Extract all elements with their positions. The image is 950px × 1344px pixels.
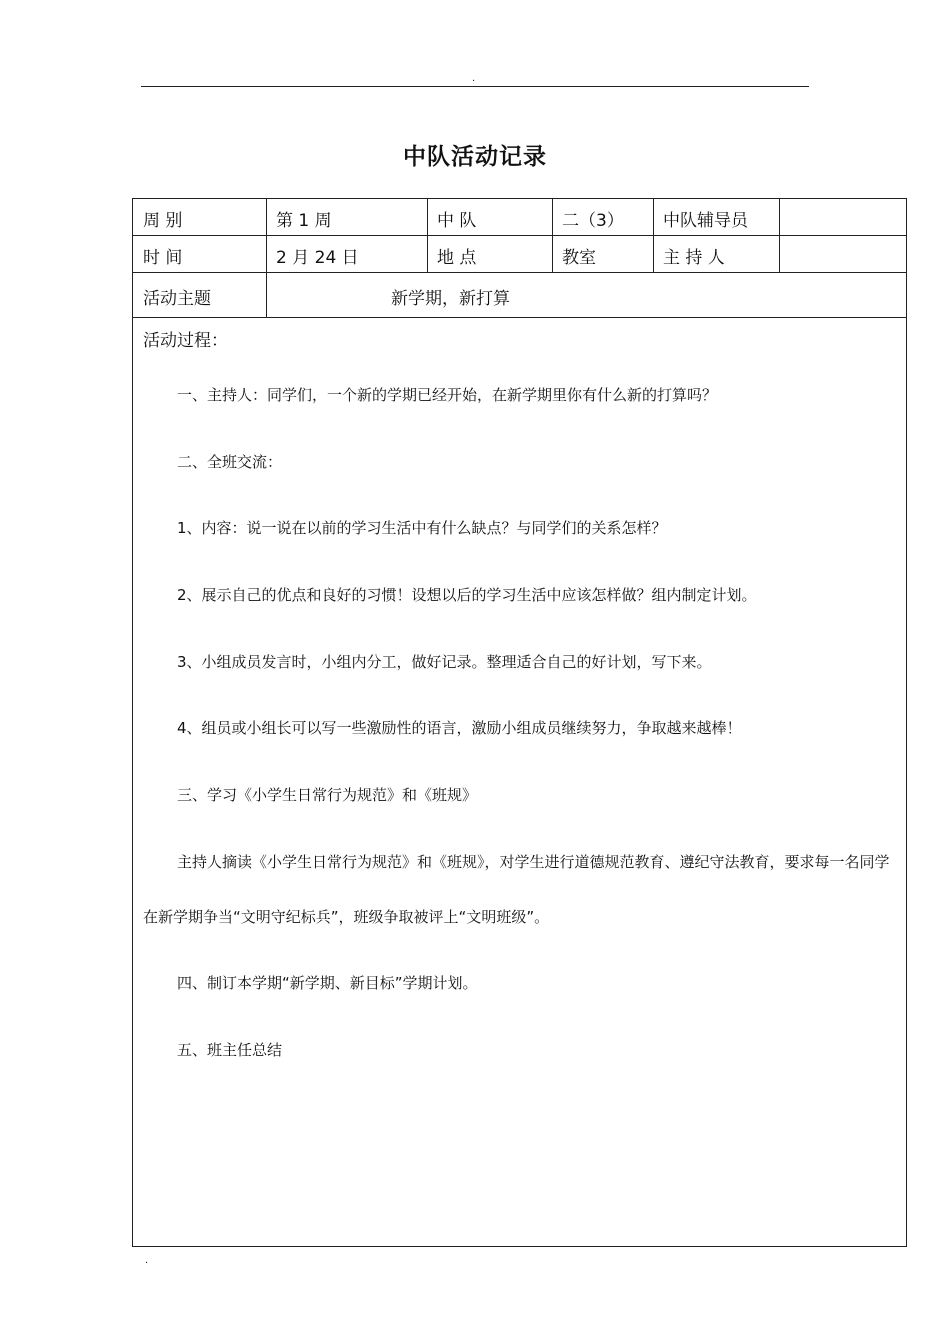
page-title: 中队活动记录 bbox=[403, 144, 547, 170]
week-label: 周 别 bbox=[143, 211, 183, 231]
place-label: 地 点 bbox=[437, 248, 477, 268]
activity-record-table bbox=[132, 198, 907, 1247]
column-divider bbox=[779, 199, 780, 272]
process-paragraph: 五、班主任总结 bbox=[177, 1041, 283, 1059]
row-divider bbox=[133, 272, 906, 273]
process-paragraph: 一、主持人：同学们，一个新的学期已经开始，在新学期里你有什么新的打算吗？ bbox=[177, 386, 718, 404]
squad-value: 二（3） bbox=[562, 211, 624, 231]
week-value: 第 1 周 bbox=[276, 211, 332, 231]
counselor-label: 中队辅导员 bbox=[663, 211, 748, 231]
theme-value: 新学期，新打算 bbox=[391, 289, 510, 309]
process-paragraph: 二、全班交流： bbox=[177, 453, 283, 471]
process-paragraph: 4、组员或小组长可以写一些激励性的语言，激励小组成员继续努力，争取越来越棒！ bbox=[177, 719, 742, 737]
process-paragraph: 三、学习《小学生日常行为规范》和《班规》 bbox=[177, 786, 478, 804]
squad-label: 中 队 bbox=[437, 211, 477, 231]
process-paragraph: 四、制订本学期“新学期、新目标”学期计划。 bbox=[177, 974, 478, 992]
theme-label: 活动主题 bbox=[143, 289, 211, 309]
place-value: 教室 bbox=[562, 248, 596, 268]
time-value: 2 月 24 日 bbox=[276, 248, 359, 268]
row-divider bbox=[133, 235, 906, 236]
row-divider bbox=[133, 317, 906, 318]
process-paragraph: 3、小组成员发言时，小组内分工，做好记录。整理适合自己的好计划，写下来。 bbox=[177, 653, 712, 671]
host-label: 主 持 人 bbox=[663, 248, 725, 268]
header-rule bbox=[141, 86, 809, 87]
process-label: 活动过程： bbox=[143, 331, 228, 351]
process-paragraph: 1、内容：说一说在以前的学习生活中有什么缺点？与同学们的关系怎样？ bbox=[177, 519, 667, 537]
process-paragraph: 2、展示自己的优点和良好的习惯！设想以后的学习生活中应该怎样做？组内制定计划。 bbox=[177, 586, 757, 604]
time-label: 时 间 bbox=[143, 248, 183, 268]
header-mark: . bbox=[472, 73, 476, 84]
process-paragraph: 主持人摘读《小学生日常行为规范》和《班规》，对学生进行道德规范教育、遵纪守法教育，要求每一名同学在新学期争当“文明守纪标兵”，班级争取被评上“文明班级”。 bbox=[143, 853, 890, 926]
footer-mark: . bbox=[145, 1255, 149, 1266]
